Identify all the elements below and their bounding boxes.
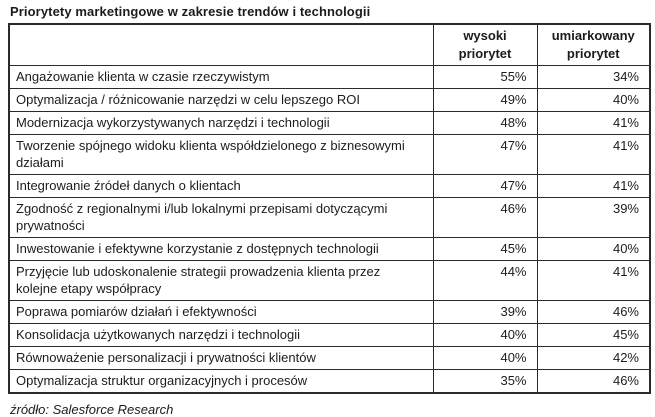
row-label: Integrowanie źródeł danych o klientach	[9, 175, 433, 198]
moderate-priority-value: 40%	[537, 238, 650, 261]
row-label: Poprawa pomiarów działań i efektywności	[9, 301, 433, 324]
moderate-priority-value: 39%	[537, 198, 650, 238]
priorities-table	[8, 23, 651, 394]
row-label: Konsolidacja użytkowanych narzędzi i technologii	[9, 324, 433, 347]
high-priority-value: 47%	[433, 175, 537, 198]
row-label: Równoważenie personalizacji i prywatności klientów	[9, 347, 433, 370]
high-priority-value: 55%	[433, 66, 537, 89]
moderate-priority-value: 34%	[537, 66, 650, 89]
table-row	[9, 238, 650, 261]
moderate-priority-value: 45%	[537, 324, 650, 347]
high-priority-value: 46%	[433, 198, 537, 238]
high-priority-value: 39%	[433, 301, 537, 324]
header-cell-high-priority: wysoki priorytet	[433, 24, 537, 66]
source-note: źródło: Salesforce Research	[10, 402, 174, 417]
table-row	[9, 261, 650, 301]
row-label: Inwestowanie i efektywne korzystanie z dostępnych technologii	[9, 238, 433, 261]
row-label: Modernizacja wykorzystywanych narzędzi i technologii	[9, 112, 433, 135]
high-priority-value: 44%	[433, 261, 537, 301]
table-row	[9, 175, 650, 198]
header-cell-label	[9, 24, 433, 66]
moderate-priority-value: 41%	[537, 175, 650, 198]
moderate-priority-value: 46%	[537, 370, 650, 394]
high-priority-value: 49%	[433, 89, 537, 112]
table-title: Priorytety marketingowe w zakresie trendów i technologii	[10, 4, 371, 19]
table-body	[9, 66, 650, 394]
high-priority-value: 40%	[433, 347, 537, 370]
moderate-priority-value: 40%	[537, 89, 650, 112]
table-row	[9, 112, 650, 135]
row-label: Zgodność z regionalnymi i/lub lokalnymi przepisami dotyczącymi prywatności	[9, 198, 433, 238]
moderate-priority-value: 41%	[537, 261, 650, 301]
table-row	[9, 198, 650, 238]
moderate-priority-value: 46%	[537, 301, 650, 324]
high-priority-value: 45%	[433, 238, 537, 261]
row-label: Przyjęcie lub udoskonalenie strategii prowadzenia klienta przez kolejne etapy współpracy	[9, 261, 433, 301]
table-row	[9, 324, 650, 347]
row-label: Optymalizacja / różnicowanie narzędzi w celu lepszego ROI	[9, 89, 433, 112]
table-row	[9, 347, 650, 370]
table-row	[9, 301, 650, 324]
row-label: Tworzenie spójnego widoku klienta współdzielonego z biznesowymi działami	[9, 135, 433, 175]
header-row	[9, 24, 650, 66]
high-priority-value: 40%	[433, 324, 537, 347]
table-row	[9, 89, 650, 112]
table-row	[9, 66, 650, 89]
row-label: Angażowanie klienta w czasie rzeczywistym	[9, 66, 433, 89]
moderate-priority-value: 42%	[537, 347, 650, 370]
table-row	[9, 370, 650, 394]
header-cell-moderate-priority: umiarkowany priorytet	[537, 24, 650, 66]
table-row	[9, 135, 650, 175]
high-priority-value: 48%	[433, 112, 537, 135]
row-label: Optymalizacja struktur organizacyjnych i procesów	[9, 370, 433, 394]
moderate-priority-value: 41%	[537, 135, 650, 175]
table-header	[9, 24, 650, 66]
high-priority-value: 35%	[433, 370, 537, 394]
high-priority-value: 47%	[433, 135, 537, 175]
moderate-priority-value: 41%	[537, 112, 650, 135]
